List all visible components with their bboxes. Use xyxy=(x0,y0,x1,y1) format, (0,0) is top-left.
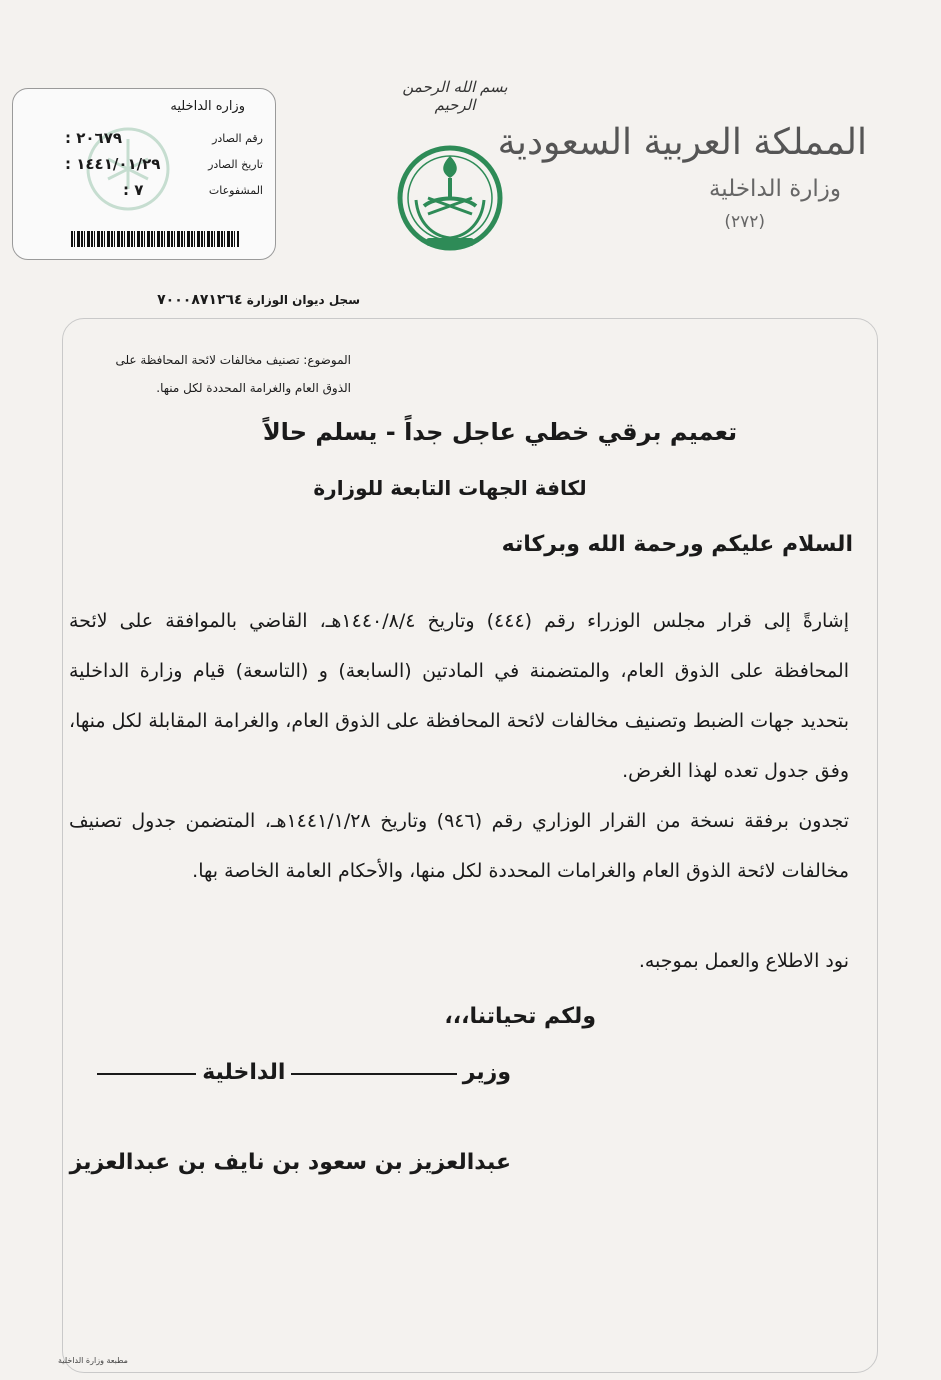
kingdom-title: المملكة العربية السعودية xyxy=(497,122,867,163)
stamp-issue-date-row xyxy=(23,155,263,177)
greeting: السلام عليكم ورحمة الله وبركاته xyxy=(501,532,853,557)
registry-line xyxy=(130,292,360,308)
basmala: بسم الله الرحمن الرحيم xyxy=(402,78,508,114)
signatory-name: عبدالعزيز بن سعود بن نايف بن عبدالعزيز xyxy=(69,1150,511,1175)
title-stretch-line xyxy=(291,1060,456,1075)
paragraph-2: تجدون برفقة نسخة من القرار الوزاري رقم (٩٤٦) وتاريخ ١٤٤١/١/٢٨هـ، المتضمن جدول تصنيف مخالفات لائحة الذوق العام والغرامات المحددة لكل منها، والأحكام العامة الخاصة بها. xyxy=(69,810,849,882)
printer-footer: مطبعة وزارة الداخلية xyxy=(58,1356,128,1365)
closing-phrase: ولكم تحياتنا،،، xyxy=(444,1004,596,1029)
ministry-title: وزارة الداخلية xyxy=(708,176,841,202)
stamp-attachments-row xyxy=(23,181,263,203)
signatory-title-end: الداخلية xyxy=(202,1060,286,1085)
stamp-attachments-label: المشفوعات xyxy=(208,184,263,197)
subject-line-1: الموضوع: تصنيف مخالفات لائحة المحافظة على xyxy=(115,353,351,367)
reference-number-tag: (٢٧٢) xyxy=(724,212,765,232)
title-stretch-line-2 xyxy=(97,1060,196,1075)
subject-block xyxy=(61,346,351,402)
paragraph-3: نود الاطلاع والعمل بموجبه. xyxy=(638,950,849,972)
registry-label: سجل ديوان الوزارة xyxy=(246,293,360,307)
stamp-issue-number: ٢٠٦٧٩ : xyxy=(65,129,123,147)
stamp-issue-date-label: تاريخ الصادر xyxy=(208,158,263,171)
ministry-emblem-icon xyxy=(392,138,508,260)
paragraph-1: إشارةً إلى قرار مجلس الوزراء رقم (٤٤٤) وتاريخ ١٤٤٠/٨/٤هـ، القاضي بالموافقة على لائحة المحافظة على الذوق العام، والمتضمنة في المادتين (السابعة) و (التاسعة) قيام وزارة الداخلية بتحديد جهات الضبط وتصنيف مخالفات لائحة المحافظة على الذوق العام، والغرامة المقابلة لكل منها، وفق جدول تعده لهذا الغرض. xyxy=(69,610,849,782)
letter-heading: تعميم برقي خطي عاجل جداً - يسلم حالاً xyxy=(262,418,738,446)
stamp-attachments: ٧ : xyxy=(123,181,144,199)
stamp-issue-number-label: رقم الصادر xyxy=(212,132,263,145)
stamp-issue-date: ١٤٤١/٠١/٢٩ : xyxy=(65,155,161,173)
stamp-issue-number-row xyxy=(23,129,263,151)
signatory-title-start: وزير xyxy=(462,1060,511,1085)
registry-number: ٧٠٠٠٨٧١٢٦٤ xyxy=(157,292,243,308)
barcode xyxy=(71,231,239,247)
signatory-title xyxy=(91,1060,511,1085)
issue-stamp xyxy=(12,88,276,260)
stamp-title: وزاره الداخليه xyxy=(170,99,245,114)
subject-line-2: الذوق العام والغرامة المحددة لكل منها. xyxy=(156,381,351,395)
letter-subheading: لكافة الجهات التابعة للوزارة xyxy=(313,476,587,500)
